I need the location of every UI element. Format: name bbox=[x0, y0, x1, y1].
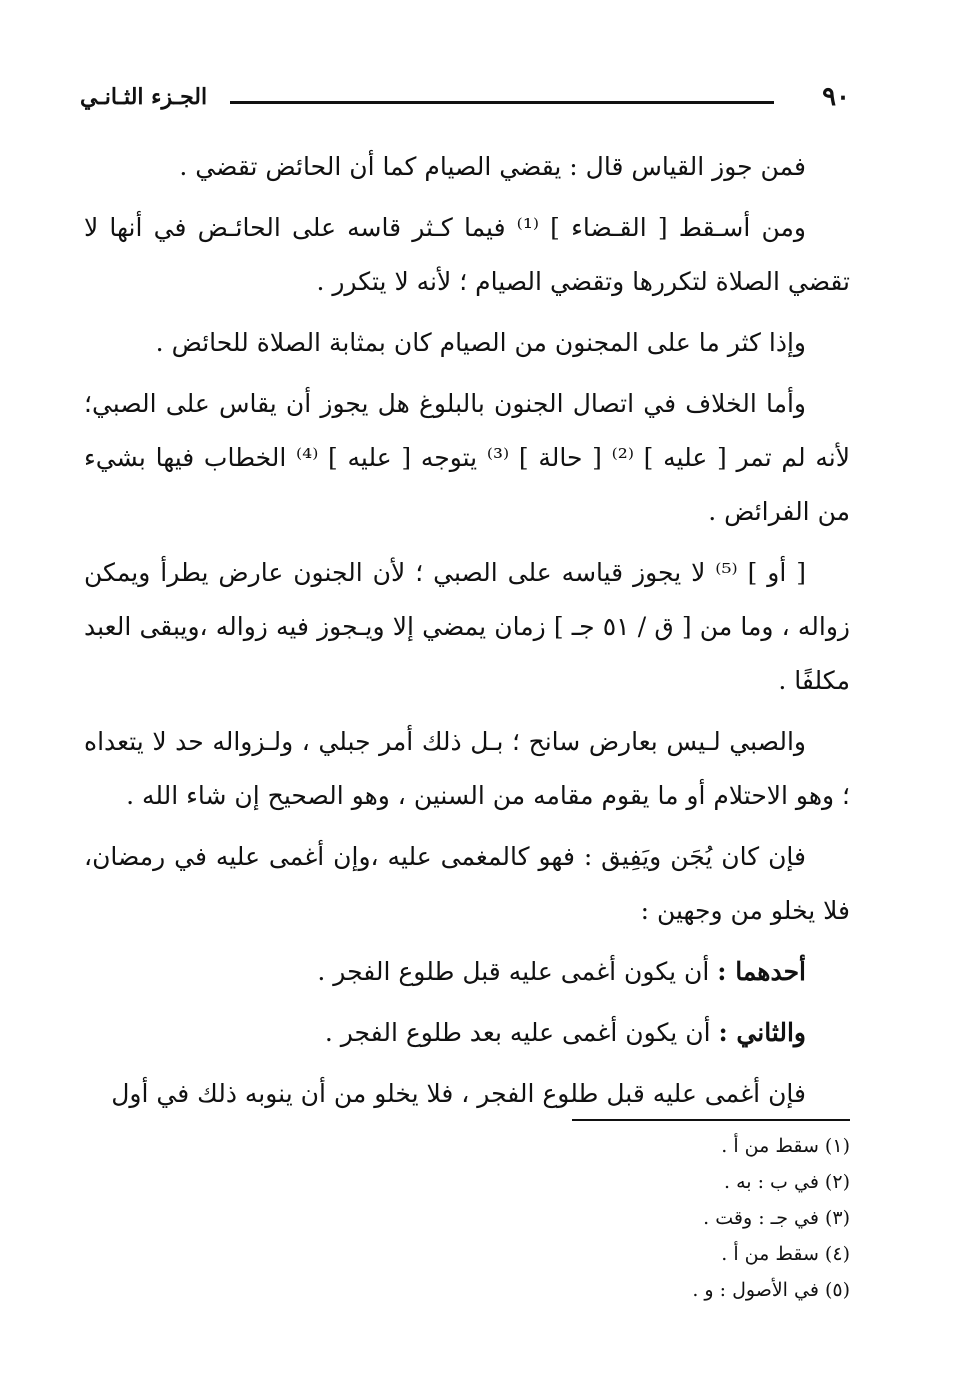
paragraph-text: أن يكون أغمى عليه بعد طلوع الفجر . bbox=[324, 1018, 719, 1047]
footnote-rule bbox=[572, 1119, 850, 1121]
main-text bbox=[84, 140, 850, 1128]
paragraph: ومن أسـقط [ القـضاء ] ⁽¹⁾ فيما كـثر قاسه على الحائـض في أنها لا تقضي الصلاة لتكررها وتقضي الصيام ؛ لأنه لا يتكرر . bbox=[84, 213, 850, 296]
paragraph: والصبي لـيس بعارض سانح ؛ بـل ذلك أمر جبلي ، ولـزواله حد لا يتعداه ؛ وهو الاحتلام أو ما يقوم مقامه من السنين ، وهو الصحيح إن شاء الله . bbox=[84, 727, 850, 810]
paragraph-text: أن يكون أغمى عليه قبل طلوع الفجر . bbox=[317, 957, 718, 986]
paragraph: وإذا كثر ما على المجنون من الصيام كان بمثابة الصلاة للحائض . bbox=[155, 328, 806, 357]
footnote: (١) سقط من أ . bbox=[721, 1135, 850, 1157]
term-first: أحدهما : bbox=[717, 957, 806, 986]
footnote: (٣) في جـ : وقت . bbox=[703, 1207, 850, 1229]
term-second: والثاني : bbox=[718, 1018, 806, 1047]
paragraph bbox=[84, 1006, 850, 1060]
footnotes bbox=[350, 1128, 850, 1308]
footnote: (٤) سقط من أ . bbox=[721, 1243, 850, 1265]
footnote: (٥) في الأصول : و . bbox=[692, 1279, 850, 1301]
paragraph bbox=[84, 945, 850, 999]
page-number: ٩٠ bbox=[822, 82, 850, 112]
paragraph: فمن جوز القياس قال : يقضي الصيام كما أن الحائض تقضي . bbox=[179, 152, 806, 181]
running-title: الجـزء الثـانـي bbox=[80, 84, 208, 110]
paragraph: وأما الخلاف في اتصال الجنون بالبلوغ هل يجوز أن يقاس على الصبي؛ لأنه لم تمر [ عليه ] ⁽²⁾ [ حالة ] ⁽³⁾ يتوجه [ عليه ] ⁽⁴⁾ الخطاب فيها بشيء من الفرائض . bbox=[84, 389, 850, 526]
paragraph: فإن كان يُجَن ويَفِيق : فهو كالمغمى عليه ،وإن أغمى عليه في رمضان، فلا يخلو من وجهين : bbox=[84, 842, 850, 925]
page-header bbox=[80, 82, 850, 122]
footnote: (٢) في ب : به . bbox=[724, 1171, 850, 1193]
paragraph: فإن أغمى عليه قبل طلوع الفجر ، فلا يخلو من أن ينوبه ذلك في أول bbox=[111, 1079, 806, 1108]
paragraph: [ أو ] ⁽⁵⁾ لا يجوز قياسه على الصبي ؛ لأن الجنون عارض يطرأ ويمكن زواله ، وما من [ ق / ٥١ جـ ] زمان يمضي إلا ويـجوز فيه زواله ،ويبقى العبد مكلفًا . bbox=[84, 558, 850, 695]
header-rule bbox=[230, 101, 774, 104]
